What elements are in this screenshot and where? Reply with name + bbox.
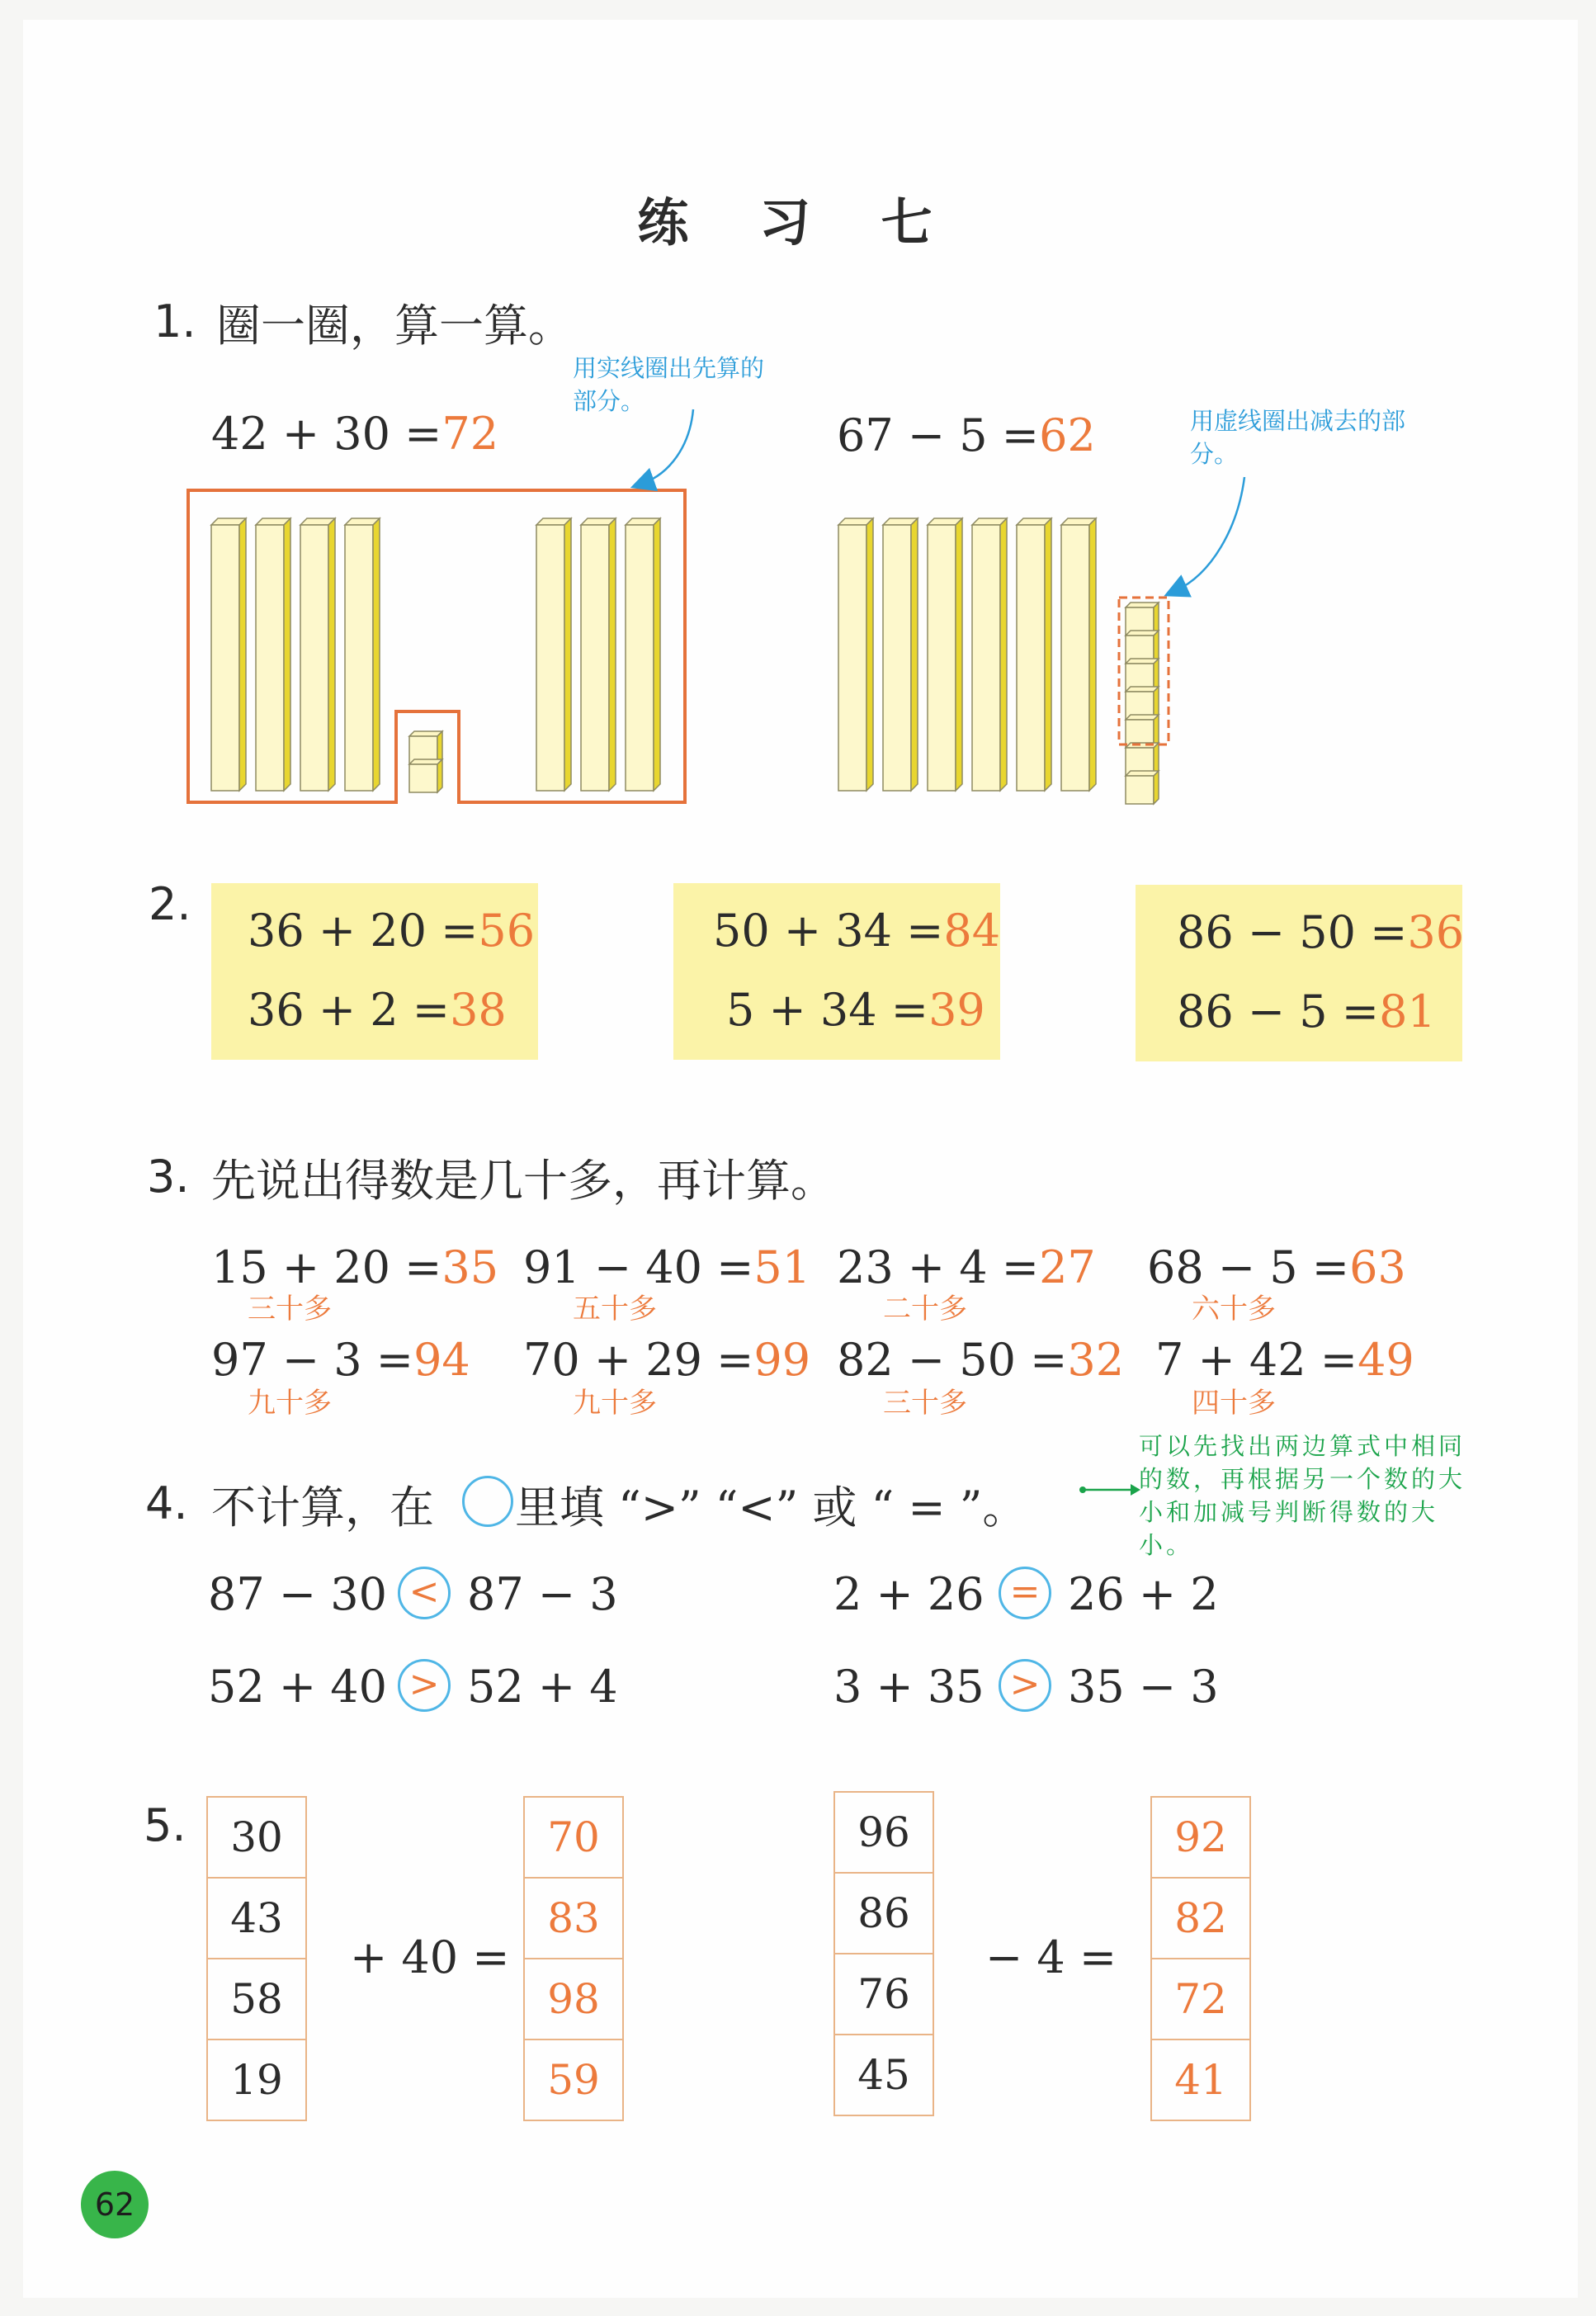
q4-right: 35 − 3 — [1068, 1661, 1219, 1713]
q1-ten-rod — [300, 518, 335, 791]
page-title: 练 习 七 — [637, 192, 959, 253]
q3-hint: 五十多 — [573, 1293, 657, 1326]
q5-table-2-output — [1150, 1796, 1251, 2121]
q3-eq — [211, 1334, 470, 1386]
q2-eq — [1177, 985, 1436, 1037]
table-cell: 45 — [834, 2035, 933, 2115]
q4-sign-circle[interactable]: = — [999, 1567, 1051, 1619]
q5-op2: − 4 = — [985, 1931, 1117, 1983]
q1-ten-rod — [838, 518, 873, 791]
q4-right: 52 + 4 — [467, 1661, 618, 1713]
q1-ten-rod — [536, 518, 571, 791]
q2-eq — [726, 984, 985, 1036]
page-number-badge: 62 — [81, 2171, 149, 2238]
q4-sign-circle[interactable]: < — [398, 1567, 451, 1619]
table-cell: 86 — [834, 1873, 933, 1954]
q1-arrow-solid — [642, 409, 693, 484]
q1-note-dashed: 用虚线圈出减去的部分。 — [1190, 407, 1406, 468]
q3-expr: 70 + 29 = — [523, 1334, 754, 1386]
q4-left: 87 − 30 — [208, 1568, 388, 1620]
q2-answer: 81 — [1379, 985, 1436, 1037]
table-cell: 76 — [834, 1954, 933, 2035]
q3-expr: 7 + 42 = — [1155, 1334, 1358, 1386]
q4-right: 26 + 2 — [1068, 1568, 1219, 1620]
q2-expr: 36 + 20 = — [248, 905, 479, 957]
q1-ten-rod — [972, 518, 1007, 791]
q3-number: 3. — [147, 1151, 190, 1203]
q3-answer: 27 — [1039, 1241, 1096, 1293]
table-cell: 43 — [207, 1878, 306, 1959]
q2-expr: 36 + 2 = — [248, 984, 451, 1036]
q3-answer: 94 — [413, 1334, 470, 1386]
q2-eq — [248, 905, 535, 957]
q3-hint: 四十多 — [1192, 1387, 1276, 1420]
table-cell: 83 — [524, 1878, 623, 1959]
q2-eq — [1177, 906, 1464, 958]
q2-expr: 5 + 34 = — [726, 984, 929, 1036]
q3-answer: 49 — [1358, 1334, 1414, 1386]
q1-ten-rod — [1017, 518, 1051, 791]
q5-table-1-output — [523, 1796, 624, 2121]
q2-answer: 56 — [478, 905, 536, 957]
q4-blank-circle-sample — [462, 1476, 513, 1527]
q4-left: 2 + 26 — [833, 1568, 985, 1620]
q1-ten-rod — [1061, 518, 1096, 791]
q3-answer: 51 — [753, 1241, 811, 1293]
table-cell: 98 — [524, 1959, 623, 2039]
q3-answer: 99 — [753, 1334, 811, 1386]
q1-eq2-answer: 62 — [1039, 409, 1096, 461]
q5-number: 5. — [144, 1799, 187, 1851]
q3-expr: 91 − 40 = — [523, 1241, 754, 1293]
q1-ten-rod — [928, 518, 962, 791]
q3-expr: 68 − 5 = — [1147, 1241, 1350, 1293]
q4-left: 3 + 35 — [833, 1661, 985, 1713]
q1-text: 圈一圈，算一算。 — [216, 300, 573, 352]
q2-answer: 84 — [943, 905, 1001, 957]
q2-expr: 86 − 5 = — [1177, 985, 1380, 1037]
table-cell: 58 — [207, 1959, 306, 2039]
table-cell: 72 — [1151, 1959, 1250, 2039]
q1-note-solid: 用实线圈出先算的部分。 — [573, 354, 765, 415]
q3-eq — [523, 1334, 810, 1386]
q4-sign-circle[interactable]: > — [999, 1659, 1051, 1712]
table-cell: 41 — [1151, 2039, 1250, 2120]
q1-eq2-expr: 67 − 5 = — [837, 409, 1040, 461]
q2-expr: 86 − 50 = — [1177, 906, 1408, 958]
q4-arrow — [1078, 1477, 1144, 1502]
q3-expr: 23 + 4 = — [837, 1241, 1040, 1293]
q1-ten-rod — [211, 518, 246, 791]
q3-hint: 九十多 — [573, 1387, 657, 1420]
table-cell: 59 — [524, 2039, 623, 2120]
q1-illustration — [0, 0, 1596, 825]
table-cell: 19 — [207, 2039, 306, 2120]
q1-ten-rod — [345, 518, 380, 791]
q3-expr: 97 − 3 = — [211, 1334, 414, 1386]
q4-text-a: 不计算，在 — [211, 1482, 434, 1534]
q3-text: 先说出得数是几十多，再计算。 — [211, 1155, 835, 1207]
table-cell: 96 — [834, 1792, 933, 1873]
q1-unit-cube — [1126, 771, 1159, 804]
q3-hint: 三十多 — [883, 1387, 967, 1420]
q1-ten-rod — [626, 518, 660, 791]
table-cell: 82 — [1151, 1878, 1250, 1959]
q3-expr: 82 − 50 = — [837, 1334, 1068, 1386]
q3-eq — [837, 1334, 1124, 1386]
q3-answer: 63 — [1349, 1241, 1406, 1293]
q1-ten-rod — [581, 518, 616, 791]
q2-number: 2. — [149, 878, 191, 930]
q3-expr: 15 + 20 = — [211, 1241, 442, 1293]
q5-table-1-input — [206, 1796, 307, 2121]
q3-eq — [523, 1241, 810, 1293]
q4-note: 可以先找出两边算式中相同的数，再根据另一个数的大小和加减号判断得数的大小。 — [1139, 1432, 1466, 1559]
q4-left: 52 + 40 — [208, 1661, 388, 1713]
q2-answer: 39 — [928, 984, 985, 1036]
q1-ten-rod — [256, 518, 290, 791]
q2-answer: 38 — [450, 984, 507, 1036]
table-cell: 92 — [1151, 1797, 1250, 1878]
q3-eq — [1147, 1241, 1406, 1293]
q3-answer: 35 — [441, 1241, 499, 1293]
q3-eq — [1155, 1334, 1414, 1386]
q3-hint: 九十多 — [248, 1387, 332, 1420]
q4-number: 4. — [145, 1477, 188, 1529]
q2-eq — [713, 905, 1000, 957]
q2-answer: 36 — [1407, 906, 1465, 958]
q2-expr: 50 + 34 = — [713, 905, 944, 957]
q3-answer: 32 — [1067, 1334, 1125, 1386]
table-cell: 70 — [524, 1797, 623, 1878]
q4-sign-circle[interactable]: > — [398, 1659, 451, 1712]
q1-eq1-expr: 42 + 30 = — [211, 408, 442, 460]
q1-ten-rod — [883, 518, 918, 791]
q1-arrow-dashed — [1175, 477, 1244, 591]
q3-hint: 三十多 — [248, 1293, 332, 1326]
q4-text-b: 里填 “>” “<” 或 “ = ”。 — [515, 1482, 1027, 1534]
q3-hint: 六十多 — [1192, 1293, 1276, 1326]
q4-right: 87 − 3 — [467, 1568, 618, 1620]
q3-hint: 二十多 — [883, 1293, 967, 1326]
q5-op1: + 40 = — [350, 1931, 510, 1983]
q1-unit-cube — [409, 759, 442, 792]
q1-number: 1. — [153, 295, 196, 347]
q2-eq — [248, 984, 507, 1036]
q1-eq1-answer: 72 — [441, 408, 499, 460]
table-cell: 30 — [207, 1797, 306, 1878]
q5-table-2-input — [833, 1791, 934, 2116]
